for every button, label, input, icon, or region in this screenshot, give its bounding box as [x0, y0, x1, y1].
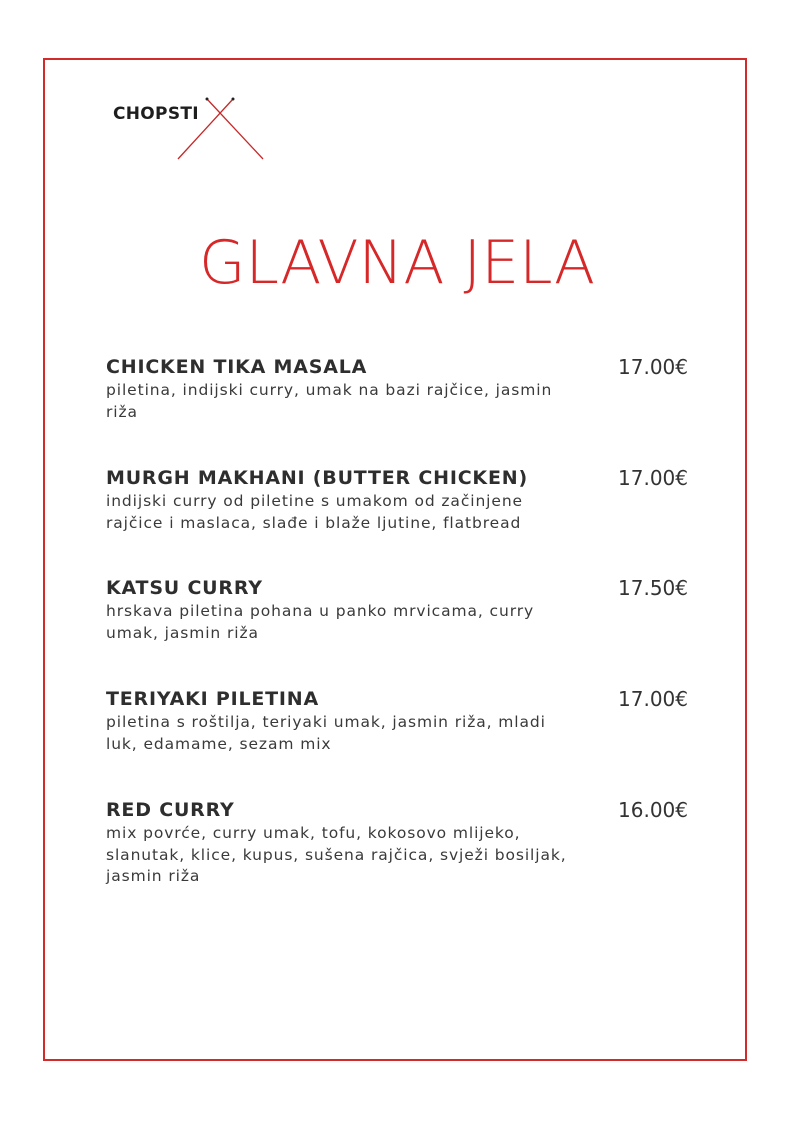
- brand-logo: [113, 95, 273, 165]
- menu-item: [106, 354, 688, 423]
- item-price: 17.00€: [618, 466, 688, 490]
- chopsticks-x-icon: [113, 95, 273, 165]
- menu-item: [106, 686, 688, 755]
- item-name: TERIYAKI PILETINA: [106, 688, 320, 710]
- menu-item: [106, 575, 688, 644]
- item-price: 16.00€: [618, 798, 688, 822]
- brand-name: CHOPSTI: [113, 104, 199, 124]
- page-title: GLAVNA JELA: [198, 228, 595, 298]
- item-description: piletina, indijski curry, umak na bazi rajčice, jasmin riža: [106, 381, 553, 421]
- item-price: 17.00€: [618, 355, 688, 379]
- item-name: KATSU CURRY: [106, 577, 263, 599]
- item-description: indijski curry od piletine s umakom od začinjene rajčice i maslaca, slađe i blaže ljutine, flatbread: [106, 492, 523, 532]
- item-price: 17.50€: [618, 576, 688, 600]
- item-description: piletina s roštilja, teriyaki umak, jasmin riža, mladi luk, edamame, sezam mix: [106, 713, 546, 753]
- menu-item: [106, 797, 688, 888]
- item-name: CHICKEN TIKA MASALA: [106, 356, 368, 378]
- page-border: [43, 58, 747, 1061]
- item-description: hrskava piletina pohana u panko mrvicama, curry umak, jasmin riža: [106, 602, 535, 642]
- item-name: RED CURRY: [106, 799, 235, 821]
- item-name: MURGH MAKHANI (BUTTER CHICKEN): [106, 467, 528, 489]
- item-price: 17.00€: [618, 687, 688, 711]
- item-description: mix povrće, curry umak, tofu, kokosovo mlijeko, slanutak, klice, kupus, sušena rajčica, svježi bosiljak, jasmin riža: [106, 824, 567, 885]
- menu-item: [106, 465, 688, 534]
